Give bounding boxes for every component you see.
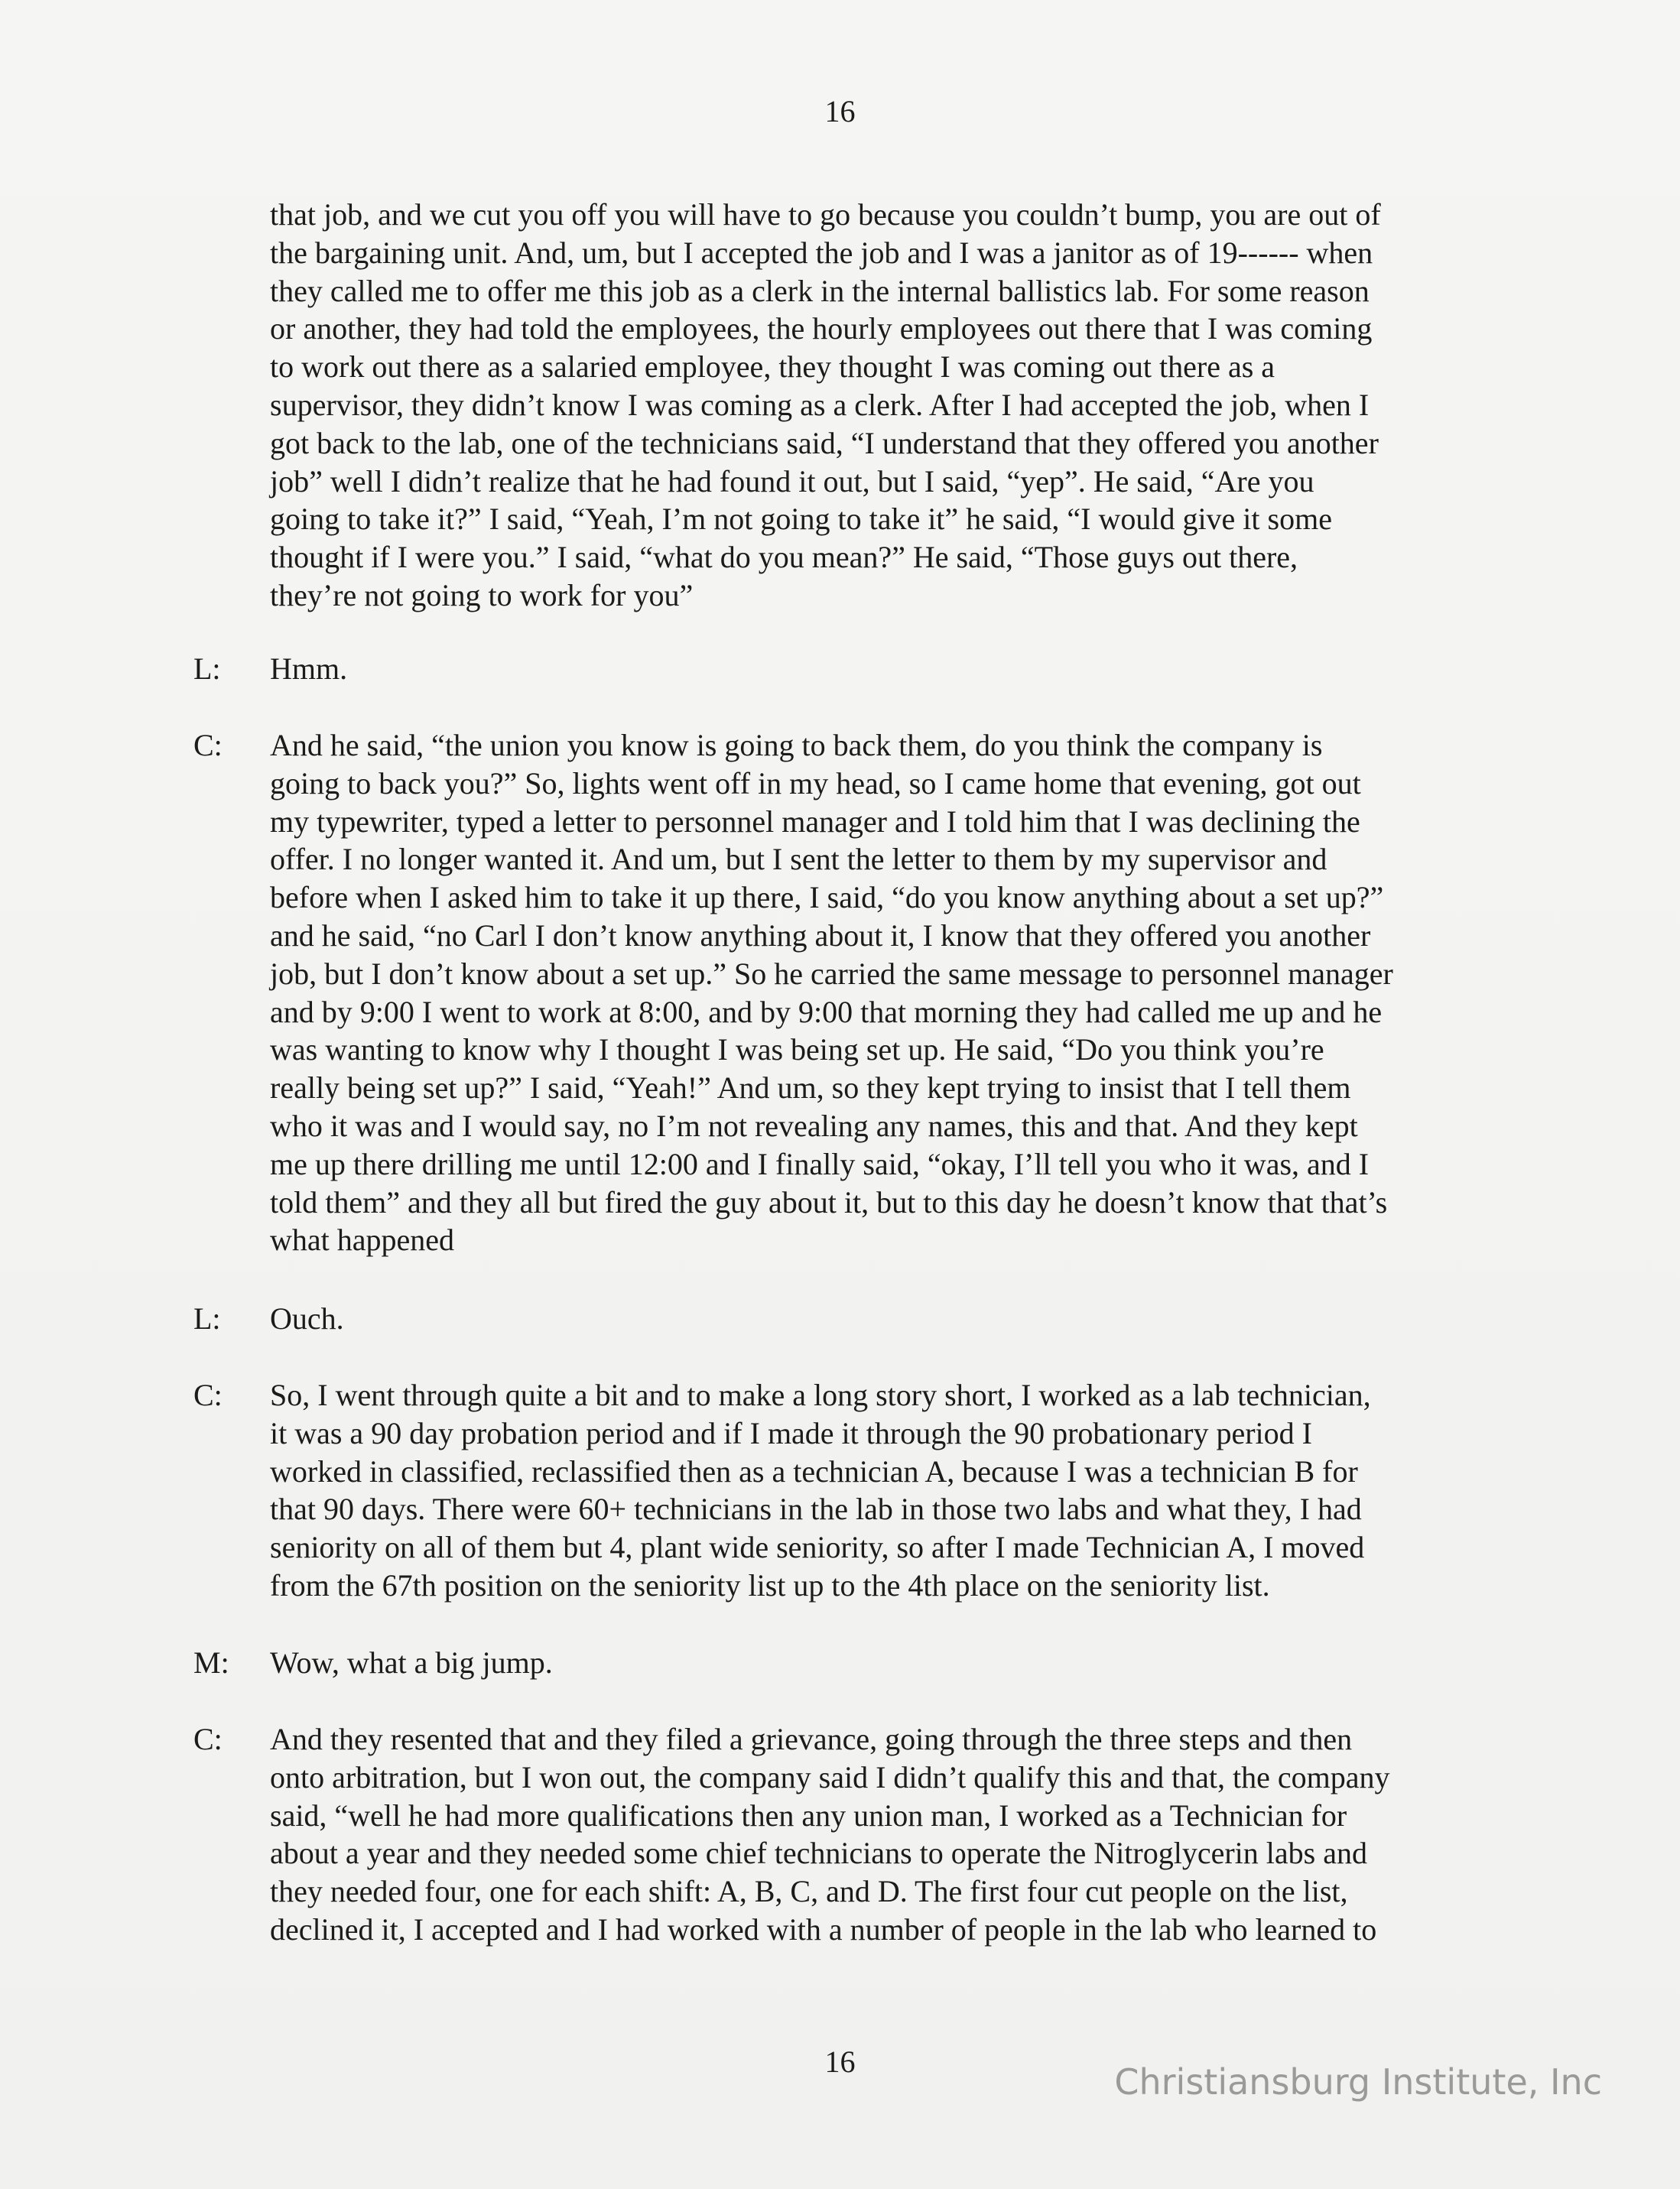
speaker-label: C:: [193, 728, 223, 762]
page-number-bottom: 16: [824, 2044, 856, 2079]
speaker-label: C:: [193, 1722, 223, 1756]
paragraph-c-grievance: [193, 1720, 1509, 1949]
watermark: Christiansburg Institute, Inc: [1114, 2061, 1602, 2103]
paragraph-m-wow: [193, 1644, 1509, 1682]
speaker-label: L:: [193, 651, 221, 686]
paragraph-text: And they resented that and they filed a grievance, going through the three steps and then onto arbitration, but I won out, the company said I didn’t qualify this and that, the company said, “well he had more qualifications then any union man, I worked as a Technician for about a year and they needed some chief technicians to operate the Nitroglycerin labs and they needed four, one for each shift: A, B, C, and D. The first four cut people on the list, declined it, I accepted and I had worked with a number of people in the lab who learned to: [270, 1722, 1390, 1947]
paragraph-l-hmm: [193, 650, 1509, 688]
paragraph-l-ouch: [193, 1300, 1509, 1338]
speaker-label: M:: [193, 1645, 229, 1680]
page-number-top: 16: [824, 94, 856, 128]
speaker-label: C:: [193, 1378, 223, 1412]
paragraph-continuation: [193, 196, 1509, 615]
paragraph-c-technician: [193, 1376, 1509, 1605]
paragraph-text: And he said, “the union you know is going to back them, do you think the company is going to back you?” So, lights went off in my head, so I came home that evening, got out my typewriter, typed a letter to personnel manager and I told him that I was declining the offer. I no longer wanted it. And um, but I sent the letter to them by my supervisor and before when I asked him to take it up there, I said, “do you know anything about a set up?” and he said, “no Carl I don’t know anything about it, I know that they offered you another job, but I don’t know about a set up.” So he carried the same message to personnel manager and by 9:00 I went to work at 8:00, and by 9:00 that morning they had called me up and he was wanting to know why I thought I was being set up. He said, “Do you think you’re really being set up?” I said, “Yeah!” And um, so they kept trying to insist that I tell them who it was and I would say, no I’m not revealing any names, this and that. And they kept me up there drilling me until 12:00 and I finally said, “okay, I’ll tell you who it was, and I told them” and they all but fired the guy about it, but to this day he doesn’t know that that’s what happened: [270, 728, 1393, 1258]
paragraph-text: Wow, what a big jump.: [270, 1645, 553, 1680]
paragraph-c-union: [193, 726, 1509, 1259]
paragraph-text: Hmm.: [270, 651, 348, 686]
paragraph-text: Ouch.: [270, 1301, 344, 1336]
paragraph-text: So, I went through quite a bit and to make a long story short, I worked as a lab technician, it was a 90 day probation period and if I made it through the 90 probationary period I worked in classified, reclassified then as a technician A, because I was a technician B for that 90 days. There were 60+ technicians in the lab in those two labs and what they, I had seniority on all of them but 4, plant wide seniority, so after I made Technician A, I moved from the 67th position on the seniority list up to the 4th place on the seniority list.: [270, 1378, 1371, 1603]
speaker-label: L:: [193, 1301, 221, 1336]
paragraph-text: that job, and we cut you off you will have to go because you couldn’t bump, you are out of the bargaining unit. And, um, but I accepted the job and I was a janitor as of 19------ when they called me to offer me this job as a clerk in the internal ballistics lab. For some reason or another, they had told the employees, the hourly employees out there that I was coming to work out there as a salaried employee, they thought I was coming out there as a supervisor, they didn’t know I was coming as a clerk. After I had accepted the job, when I got back to the lab, one of the technicians said, “I understand that they offered you another job” well I didn’t realize that he had found it out, but I said, “yep”. He said, “Are you going to take it?” I said, “Yeah, I’m not going to take it” he said, “I would give it some thought if I were you.” I said, “what do you mean?” He said, “Those guys out there, they’re not going to work for you”: [270, 197, 1381, 612]
